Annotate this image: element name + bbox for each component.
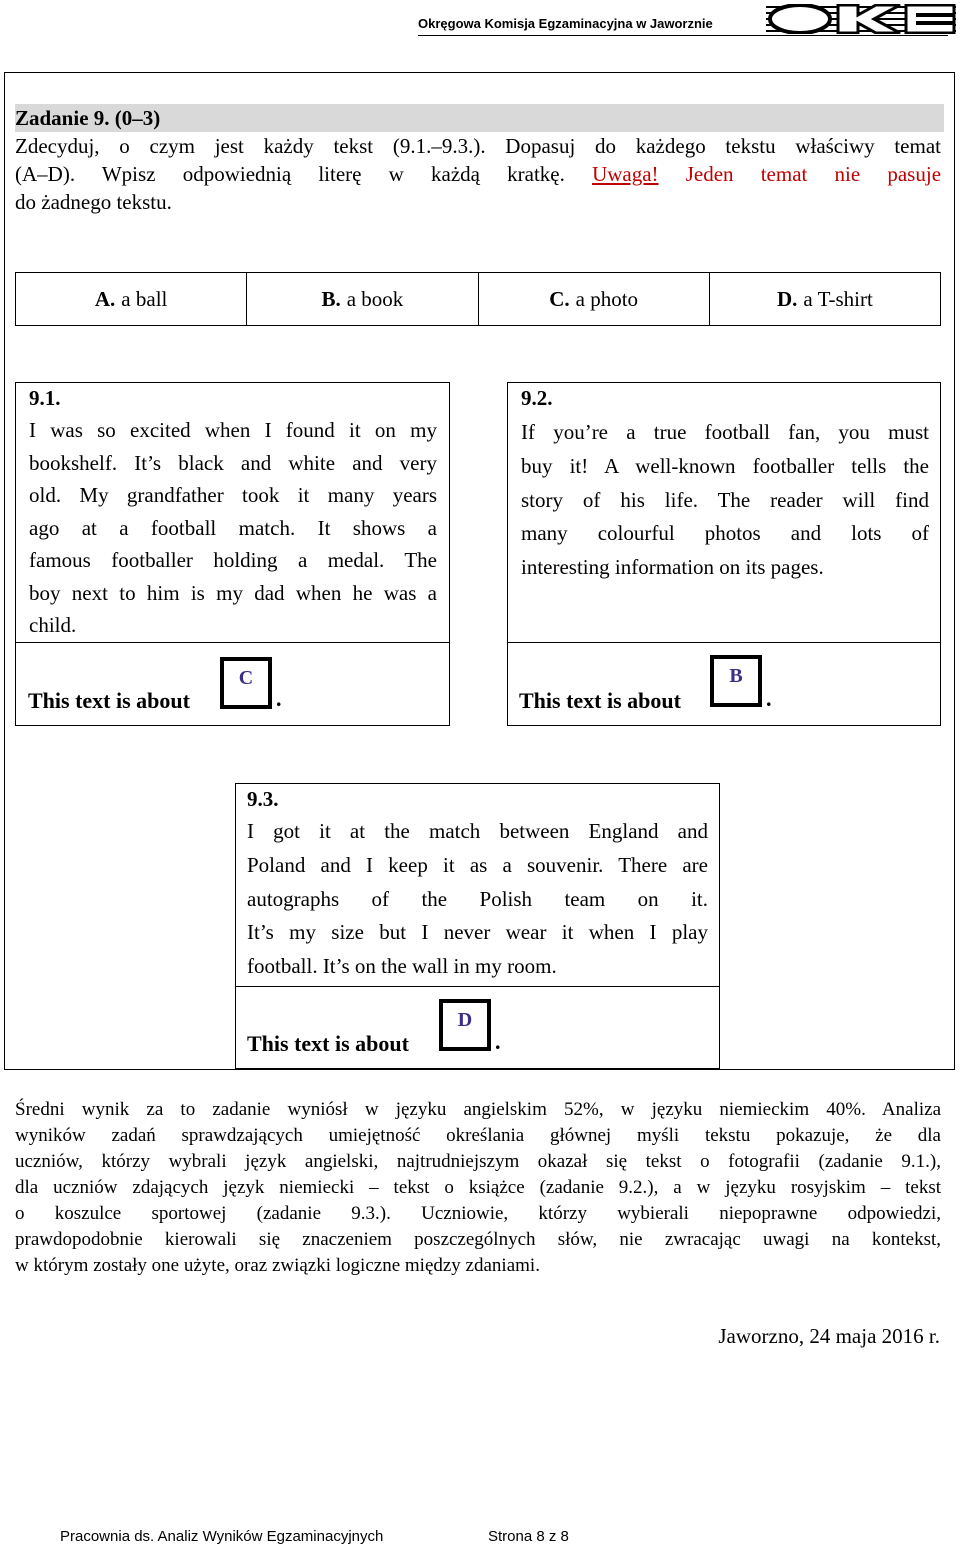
answer-box-9-1[interactable]: C [220,657,272,709]
summary-line: Średni wynik za to zadanie wyniósł w języku angielskim 52%, w języku niemieckim 40%. Analiza [15,1099,941,1120]
instruction-note: Jeden temat nie pasuje [685,162,942,186]
option-d [710,273,940,325]
text-line: I was so excited when I found it on my [29,418,437,442]
text-line: famous footballer holding a medal. The [29,548,437,572]
summary-line: dla uczniów zdających język niemiecki – tekst o książce (zadanie 9.2.), a w języku rosyjskim – tekst [15,1177,941,1198]
summary-line: prawdopodobnie kierowali się znaczeniem poszczególnych słów, nie zwracając uwagi na kontekst, [15,1229,941,1250]
text-body-9-2 [521,416,929,585]
summary-line: uczniów, którzy wybrali język angielski, najtrudniejszym okazał się tekst o fotografii (zadanie 9.1.), [15,1151,941,1172]
option-letter: A. [94,286,116,311]
option-letter: B. [321,286,341,311]
instruction-warning: Uwaga! [592,162,659,186]
instruction-segment: (A–D). Wpisz odpowiednią literę w każdą kratkę. [15,162,565,186]
option-text: a photo [575,286,639,311]
text-line: autographs of the Polish team on it. [247,886,708,911]
option-letter: D. [776,286,798,311]
summary-line: o koszulce sportowej (zadanie 9.3.). Uczniowie, którzy wybierali niepoprawne odpowiedzi, [15,1203,941,1224]
instruction-line-3: do żadnego tekstu. [15,190,172,214]
text-box-divider [235,986,720,987]
option-b [247,273,478,325]
summary-line: w którym zostały one użyte, oraz związki logiczne między zdaniami. [15,1255,540,1276]
option-letter: C. [549,286,570,311]
option-text: a ball [121,286,168,311]
about-label: This text is about [519,688,681,713]
sentence-period: . [495,1029,501,1054]
topic-options-table [15,272,941,326]
text-line: many colourful photos and lots of [521,521,929,546]
oke-logo [766,4,956,34]
text-box-divider [15,642,450,643]
text-line: boy next to him is my dad when he was a [29,580,437,605]
text-number: 9.1. [29,386,61,410]
answer-box-9-2[interactable]: B [710,655,762,707]
about-label: This text is about [28,688,190,713]
text-line: I got it at the match between England and [247,819,708,843]
text-line: If you’re a true football fan, you must [521,420,929,444]
text-line: football. It’s on the wall in my room. [247,954,557,979]
text-line: child. [29,613,77,637]
about-label: This text is about [247,1031,409,1056]
option-text: a book [346,286,404,311]
text-line: It’s my size but I never wear it when I play [247,920,708,945]
header-organization: Okręgowa Komisja Egzaminacyjna w Jaworznie [418,16,713,31]
text-number: 9.3. [247,787,279,811]
text-line: buy it! A well-known footballer tells the [521,453,929,478]
option-c [479,273,710,325]
text-line: old. My grandfather took it many years [29,483,437,507]
text-body-9-3 [247,815,708,984]
text-line: interesting information on its pages. [521,555,824,580]
text-number: 9.2. [521,386,553,410]
option-a [16,273,247,325]
sentence-period: . [276,686,282,711]
sentence-period: . [766,686,772,711]
task-title: Zadanie 9. (0–3) [15,106,161,130]
text-body-9-1 [29,414,437,642]
instruction-line-1: Zdecyduj, o czym jest każdy tekst (9.1.–9.3.). Dopasuj do każdego tekstu właściwy temat [15,134,941,158]
answer-box-9-3[interactable]: D [439,999,491,1051]
text-line: bookshelf. It’s black and white and very [29,450,437,475]
footer-page-number: Strona 8 z 8 [488,1528,569,1545]
text-line: ago at a football match. It shows a [29,515,437,540]
text-line: story of his life. The reader will find [521,487,929,512]
header-rule [418,35,948,36]
text-box-divider [507,642,941,643]
text-line: Poland and I keep it as a souvenir. There are [247,852,708,877]
instruction-line-2 [15,160,941,188]
option-text: a T-shirt [803,286,873,311]
date-line: Jaworzno, 24 maja 2016 r. [718,1324,940,1348]
summary-line: wyników zadań sprawdzających umiejętność określania głównej myśli tekstu pokazuje, że dla [15,1125,941,1146]
footer-department: Pracownia ds. Analiz Wyników Egzaminacyjnych [60,1528,384,1545]
